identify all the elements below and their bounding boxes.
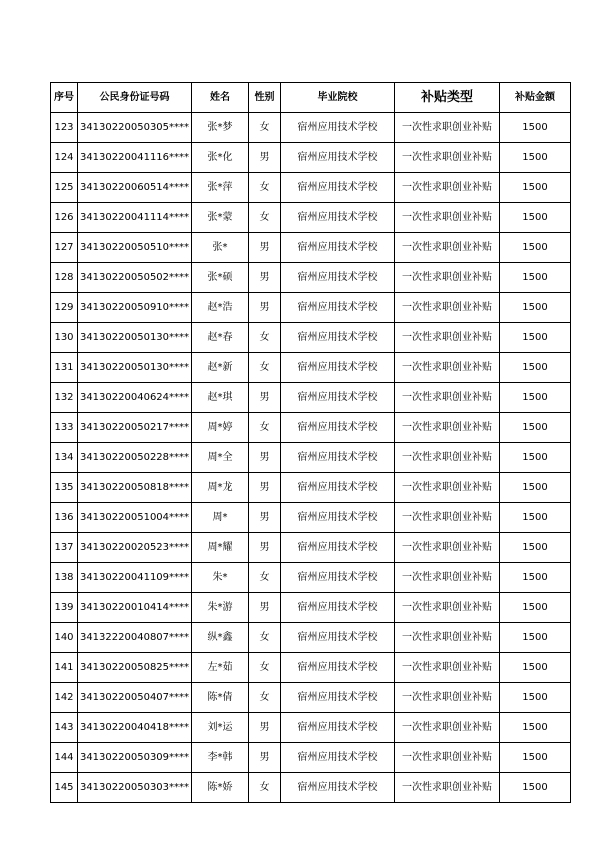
cell-school: 宿州应用技术学校 <box>281 173 395 203</box>
cell-gender: 女 <box>249 773 281 803</box>
cell-amount: 1500 <box>500 323 571 353</box>
table-row <box>51 173 571 203</box>
table-row <box>51 653 571 683</box>
cell-amount: 1500 <box>500 443 571 473</box>
cell-school: 宿州应用技术学校 <box>281 383 395 413</box>
cell-name: 赵*琪 <box>192 383 249 413</box>
header-gender: 性别 <box>249 83 281 113</box>
cell-gender: 女 <box>249 653 281 683</box>
cell-name: 张*梦 <box>192 113 249 143</box>
cell-amount: 1500 <box>500 113 571 143</box>
cell-school: 宿州应用技术学校 <box>281 233 395 263</box>
cell-school: 宿州应用技术学校 <box>281 653 395 683</box>
cell-seq: 125 <box>51 173 78 203</box>
cell-id-number: 34130220041116**** <box>78 143 192 173</box>
cell-name: 周* <box>192 503 249 533</box>
cell-name: 周*龙 <box>192 473 249 503</box>
cell-seq: 141 <box>51 653 78 683</box>
cell-school: 宿州应用技术学校 <box>281 683 395 713</box>
cell-school: 宿州应用技术学校 <box>281 293 395 323</box>
cell-seq: 134 <box>51 443 78 473</box>
cell-name: 陈*娇 <box>192 773 249 803</box>
cell-id-number: 34130220051004**** <box>78 503 192 533</box>
table-row <box>51 443 571 473</box>
header-name: 姓名 <box>192 83 249 113</box>
cell-gender: 男 <box>249 383 281 413</box>
cell-seq: 142 <box>51 683 78 713</box>
cell-school: 宿州应用技术学校 <box>281 773 395 803</box>
cell-seq: 140 <box>51 623 78 653</box>
cell-name: 纵*鑫 <box>192 623 249 653</box>
cell-name: 赵*春 <box>192 323 249 353</box>
cell-name: 赵*新 <box>192 353 249 383</box>
cell-amount: 1500 <box>500 143 571 173</box>
cell-subsidy-type: 一次性求职创业补贴 <box>395 143 500 173</box>
table-header <box>51 83 571 113</box>
cell-gender: 男 <box>249 743 281 773</box>
cell-gender: 男 <box>249 713 281 743</box>
table-row <box>51 593 571 623</box>
cell-seq: 136 <box>51 503 78 533</box>
cell-seq: 128 <box>51 263 78 293</box>
cell-name: 张*硕 <box>192 263 249 293</box>
table-row <box>51 503 571 533</box>
cell-amount: 1500 <box>500 173 571 203</box>
cell-subsidy-type: 一次性求职创业补贴 <box>395 623 500 653</box>
cell-subsidy-type: 一次性求职创业补贴 <box>395 563 500 593</box>
table-row <box>51 263 571 293</box>
cell-name: 陈*倩 <box>192 683 249 713</box>
cell-gender: 男 <box>249 593 281 623</box>
cell-name: 朱* <box>192 563 249 593</box>
cell-gender: 女 <box>249 173 281 203</box>
cell-id-number: 34130220050818**** <box>78 473 192 503</box>
cell-school: 宿州应用技术学校 <box>281 503 395 533</box>
cell-seq: 127 <box>51 233 78 263</box>
cell-school: 宿州应用技术学校 <box>281 113 395 143</box>
table-row <box>51 743 571 773</box>
cell-amount: 1500 <box>500 683 571 713</box>
cell-subsidy-type: 一次性求职创业补贴 <box>395 443 500 473</box>
cell-gender: 女 <box>249 113 281 143</box>
cell-id-number: 34130220050217**** <box>78 413 192 443</box>
cell-subsidy-type: 一次性求职创业补贴 <box>395 653 500 683</box>
cell-school: 宿州应用技术学校 <box>281 563 395 593</box>
cell-name: 周*耀 <box>192 533 249 563</box>
cell-school: 宿州应用技术学校 <box>281 323 395 353</box>
header-id-number: 公民身份证号码 <box>78 83 192 113</box>
table-body <box>51 113 571 803</box>
cell-subsidy-type: 一次性求职创业补贴 <box>395 773 500 803</box>
cell-seq: 143 <box>51 713 78 743</box>
cell-subsidy-type: 一次性求职创业补贴 <box>395 323 500 353</box>
cell-amount: 1500 <box>500 383 571 413</box>
cell-id-number: 34130220020523**** <box>78 533 192 563</box>
cell-name: 张* <box>192 233 249 263</box>
table-row <box>51 203 571 233</box>
cell-gender: 女 <box>249 563 281 593</box>
cell-gender: 女 <box>249 623 281 653</box>
cell-amount: 1500 <box>500 533 571 563</box>
cell-seq: 137 <box>51 533 78 563</box>
cell-name: 刘*运 <box>192 713 249 743</box>
cell-seq: 145 <box>51 773 78 803</box>
cell-school: 宿州应用技术学校 <box>281 263 395 293</box>
cell-amount: 1500 <box>500 293 571 323</box>
cell-subsidy-type: 一次性求职创业补贴 <box>395 533 500 563</box>
cell-id-number: 34130220050910**** <box>78 293 192 323</box>
cell-seq: 133 <box>51 413 78 443</box>
cell-amount: 1500 <box>500 473 571 503</box>
cell-seq: 124 <box>51 143 78 173</box>
cell-school: 宿州应用技术学校 <box>281 413 395 443</box>
cell-name: 赵*浩 <box>192 293 249 323</box>
cell-school: 宿州应用技术学校 <box>281 443 395 473</box>
table-row <box>51 233 571 263</box>
header-amount: 补贴金额 <box>500 83 571 113</box>
cell-subsidy-type: 一次性求职创业补贴 <box>395 233 500 263</box>
cell-amount: 1500 <box>500 263 571 293</box>
cell-seq: 138 <box>51 563 78 593</box>
cell-subsidy-type: 一次性求职创业补贴 <box>395 413 500 443</box>
cell-id-number: 34130220050228**** <box>78 443 192 473</box>
table-row <box>51 473 571 503</box>
cell-amount: 1500 <box>500 353 571 383</box>
cell-subsidy-type: 一次性求职创业补贴 <box>395 173 500 203</box>
cell-gender: 男 <box>249 473 281 503</box>
cell-name: 张*蒙 <box>192 203 249 233</box>
cell-amount: 1500 <box>500 203 571 233</box>
table-row <box>51 683 571 713</box>
cell-school: 宿州应用技术学校 <box>281 743 395 773</box>
cell-seq: 135 <box>51 473 78 503</box>
cell-name: 周*婷 <box>192 413 249 443</box>
cell-seq: 131 <box>51 353 78 383</box>
cell-id-number: 34130220010414**** <box>78 593 192 623</box>
cell-id-number: 34130220050305**** <box>78 113 192 143</box>
cell-gender: 女 <box>249 353 281 383</box>
cell-seq: 126 <box>51 203 78 233</box>
cell-amount: 1500 <box>500 623 571 653</box>
cell-gender: 女 <box>249 203 281 233</box>
cell-seq: 130 <box>51 323 78 353</box>
cell-id-number: 34132220040807**** <box>78 623 192 653</box>
table-row <box>51 293 571 323</box>
table-row <box>51 773 571 803</box>
header-subsidy-type: 补贴类型 <box>395 83 500 113</box>
table-row <box>51 113 571 143</box>
cell-subsidy-type: 一次性求职创业补贴 <box>395 683 500 713</box>
cell-seq: 144 <box>51 743 78 773</box>
cell-id-number: 34130220050309**** <box>78 743 192 773</box>
table-row <box>51 563 571 593</box>
cell-id-number: 34130220050825**** <box>78 653 192 683</box>
cell-amount: 1500 <box>500 593 571 623</box>
table-row <box>51 413 571 443</box>
cell-id-number: 34130220050130**** <box>78 323 192 353</box>
cell-amount: 1500 <box>500 743 571 773</box>
cell-amount: 1500 <box>500 653 571 683</box>
cell-gender: 女 <box>249 683 281 713</box>
cell-id-number: 34130220050130**** <box>78 353 192 383</box>
cell-seq: 132 <box>51 383 78 413</box>
cell-gender: 男 <box>249 143 281 173</box>
header-school: 毕业院校 <box>281 83 395 113</box>
cell-amount: 1500 <box>500 233 571 263</box>
cell-id-number: 34130220050407**** <box>78 683 192 713</box>
cell-name: 张*化 <box>192 143 249 173</box>
cell-gender: 男 <box>249 443 281 473</box>
cell-amount: 1500 <box>500 773 571 803</box>
table-row <box>51 353 571 383</box>
cell-gender: 男 <box>249 293 281 323</box>
cell-amount: 1500 <box>500 413 571 443</box>
table-row <box>51 713 571 743</box>
header-seq: 序号 <box>51 83 78 113</box>
cell-gender: 男 <box>249 503 281 533</box>
cell-name: 周*全 <box>192 443 249 473</box>
cell-id-number: 34130220040418**** <box>78 713 192 743</box>
cell-amount: 1500 <box>500 563 571 593</box>
cell-gender: 男 <box>249 533 281 563</box>
table-row <box>51 143 571 173</box>
cell-gender: 女 <box>249 323 281 353</box>
cell-subsidy-type: 一次性求职创业补贴 <box>395 203 500 233</box>
cell-subsidy-type: 一次性求职创业补贴 <box>395 113 500 143</box>
cell-id-number: 34130220050303**** <box>78 773 192 803</box>
cell-subsidy-type: 一次性求职创业补贴 <box>395 353 500 383</box>
cell-school: 宿州应用技术学校 <box>281 713 395 743</box>
table-row <box>51 323 571 353</box>
cell-subsidy-type: 一次性求职创业补贴 <box>395 503 500 533</box>
cell-gender: 男 <box>249 263 281 293</box>
cell-id-number: 34130220050510**** <box>78 233 192 263</box>
cell-gender: 女 <box>249 413 281 443</box>
header-row <box>51 83 571 113</box>
table-row <box>51 623 571 653</box>
cell-name: 张*萍 <box>192 173 249 203</box>
cell-seq: 139 <box>51 593 78 623</box>
cell-school: 宿州应用技术学校 <box>281 623 395 653</box>
cell-name: 左*茹 <box>192 653 249 683</box>
cell-subsidy-type: 一次性求职创业补贴 <box>395 473 500 503</box>
cell-name: 李*韩 <box>192 743 249 773</box>
cell-school: 宿州应用技术学校 <box>281 533 395 563</box>
cell-subsidy-type: 一次性求职创业补贴 <box>395 293 500 323</box>
table-row <box>51 383 571 413</box>
cell-id-number: 34130220040624**** <box>78 383 192 413</box>
cell-subsidy-type: 一次性求职创业补贴 <box>395 383 500 413</box>
cell-school: 宿州应用技术学校 <box>281 353 395 383</box>
cell-seq: 123 <box>51 113 78 143</box>
cell-school: 宿州应用技术学校 <box>281 593 395 623</box>
cell-seq: 129 <box>51 293 78 323</box>
cell-gender: 男 <box>249 233 281 263</box>
cell-amount: 1500 <box>500 503 571 533</box>
subsidy-table <box>50 82 571 803</box>
cell-school: 宿州应用技术学校 <box>281 203 395 233</box>
cell-name: 朱*游 <box>192 593 249 623</box>
cell-subsidy-type: 一次性求职创业补贴 <box>395 743 500 773</box>
cell-id-number: 34130220060514**** <box>78 173 192 203</box>
cell-school: 宿州应用技术学校 <box>281 143 395 173</box>
cell-id-number: 34130220041114**** <box>78 203 192 233</box>
cell-school: 宿州应用技术学校 <box>281 473 395 503</box>
table-row <box>51 533 571 563</box>
cell-subsidy-type: 一次性求职创业补贴 <box>395 593 500 623</box>
cell-id-number: 34130220050502**** <box>78 263 192 293</box>
cell-subsidy-type: 一次性求职创业补贴 <box>395 713 500 743</box>
cell-amount: 1500 <box>500 713 571 743</box>
cell-id-number: 34130220041109**** <box>78 563 192 593</box>
cell-subsidy-type: 一次性求职创业补贴 <box>395 263 500 293</box>
